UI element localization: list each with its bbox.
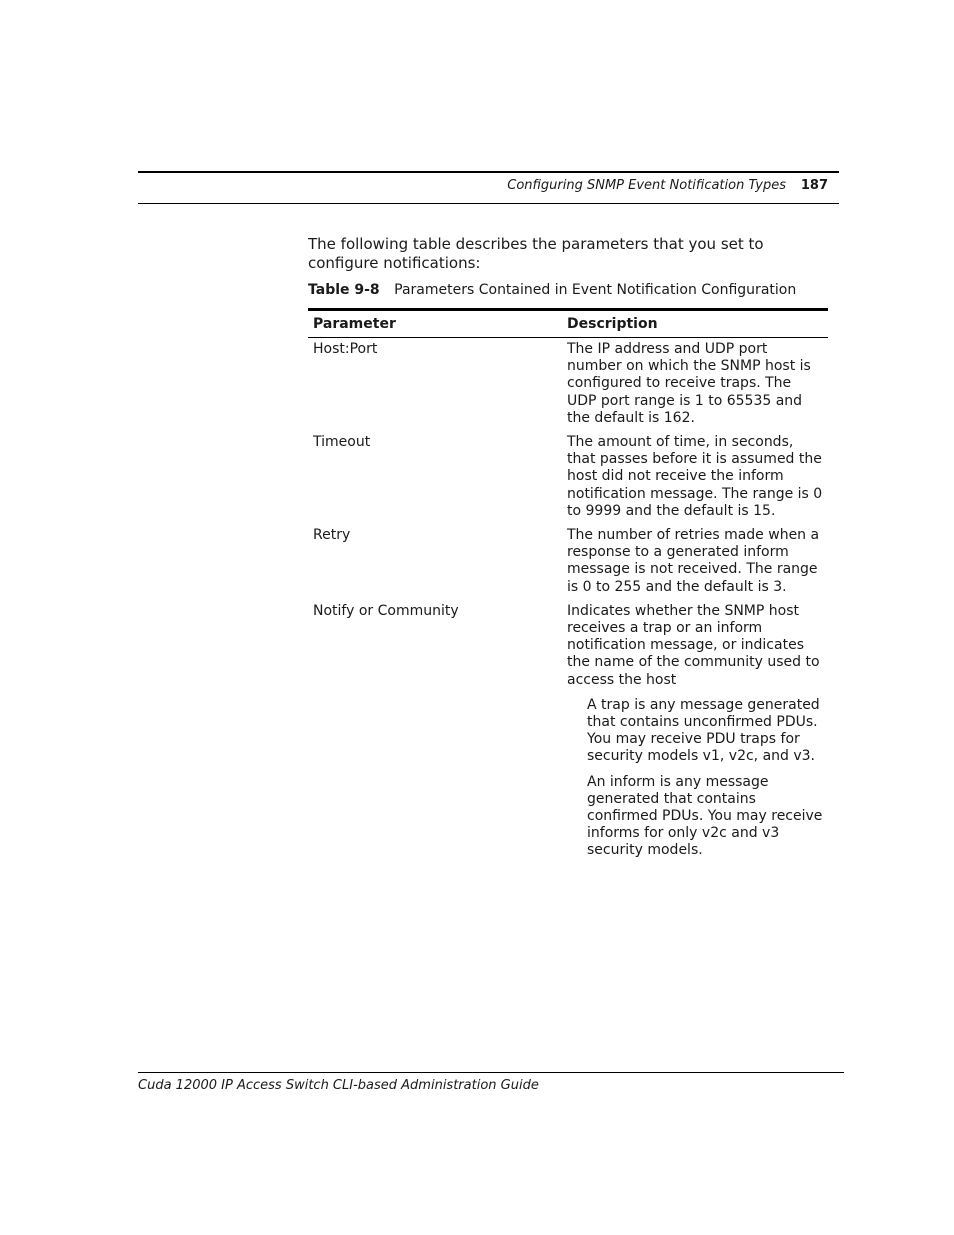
footer-title: Cuda 12000 IP Access Switch CLI-based Administration Guide: [138, 1078, 539, 1093]
description-cell: [562, 603, 828, 860]
inform-note: An inform is any message generated that contains confirmed PDUs. You may receive informs for only v2c and v3 security models.: [587, 773, 823, 859]
table-row: [308, 603, 828, 860]
running-title: Configuring SNMP Event Notification Types: [507, 178, 786, 193]
page-number: 187: [800, 178, 828, 193]
table-caption-title: Parameters Contained in Event Notification Configuration: [394, 282, 797, 298]
trap-note: A trap is any message generated that contains unconfirmed PDUs. You may receive PDU traps for security models v1, v2c, and v3.: [587, 696, 820, 765]
header-top-rule: [138, 171, 839, 173]
column-header-description: Description: [567, 316, 658, 332]
description-text: Indicates whether the SNMP host receives a trap or an inform notification message, or indicates the name of the community used to access the host: [567, 602, 820, 688]
parameter-cell: Timeout: [313, 434, 371, 451]
table-caption-number: Table 9-8: [308, 282, 380, 298]
table-caption: [308, 282, 796, 298]
table-row: [308, 434, 828, 520]
table-row: [308, 341, 828, 427]
parameters-table: [308, 308, 828, 860]
table-header-row: [308, 311, 828, 338]
description-cell: The IP address and UDP port number on which the SNMP host is configured to receive traps. The UDP port range is 1 to 65535 and the default is 162.: [567, 341, 811, 426]
description-cell: The number of retries made when a response to a generated inform message is not received. The range is 0 to 255 and the default is 3.: [567, 527, 820, 595]
table-row: [308, 527, 828, 596]
intro-paragraph: The following table describes the parameters that you set to configure notifications:: [308, 235, 764, 272]
footer-rule: [138, 1072, 844, 1073]
parameter-cell: Notify or Community: [313, 602, 459, 619]
column-header-parameter: Parameter: [313, 316, 396, 332]
description-cell: The amount of time, in seconds, that passes before it is assumed the host did not receive the inform notification message. The range is 0 to 9999 and the default is 15.: [567, 434, 823, 519]
parameter-cell: Retry: [313, 527, 351, 544]
parameter-cell: Host:Port: [313, 341, 378, 357]
header-bottom-rule: [138, 203, 839, 204]
